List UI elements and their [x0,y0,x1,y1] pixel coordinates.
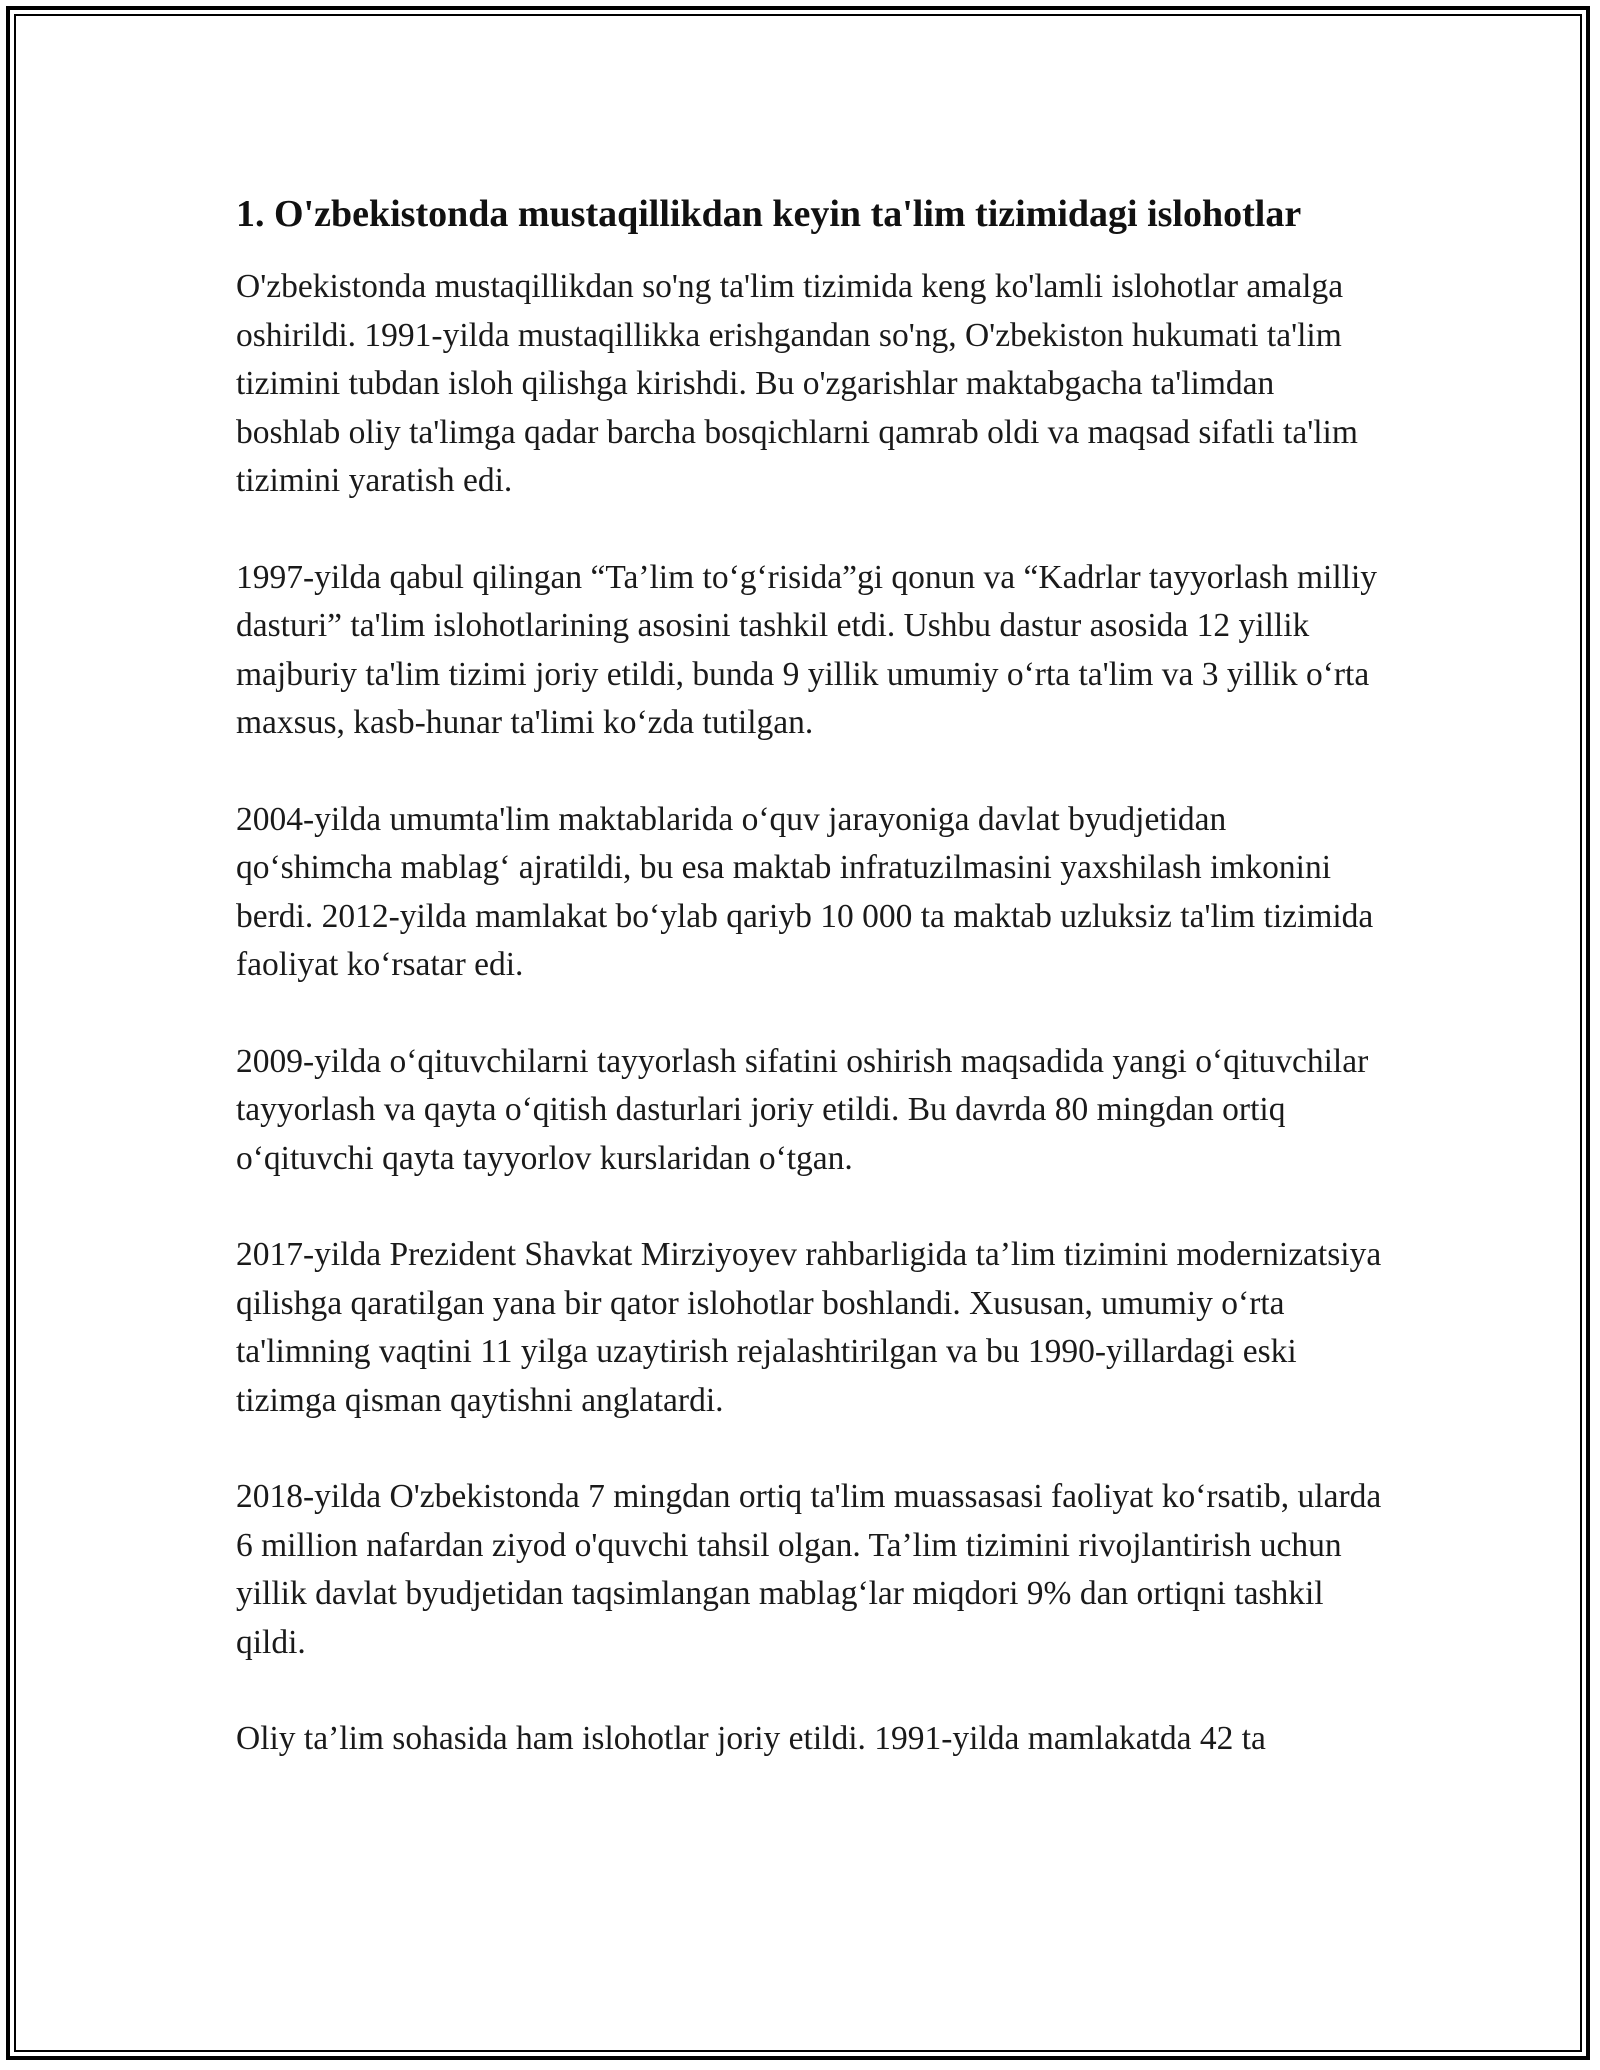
paragraph-higher-education: Oliy ta’lim sohasida ham islohotlar joriy etildi. 1991-yilda mamlakatda 42 ta [236,1720,1266,1757]
paragraph-independence-reforms: O'zbekistonda mustaqillikdan so'ng ta'lim tizimida keng ko'lamli islohotlar amalga oshirildi. 1991-yilda mustaqillikka erishgandan so'ng, O'zbekiston hukumati ta'lim tizimini tubdan isloh qilishga kirishdi. Bu o'zgarishlar maktabgacha ta'limdan boshlab oliy ta'limga qadar barcha bosqichlarni qamrab oldi va maqsad sifatli ta'lim tizimini yaratish edi. [236,268,1358,499]
paragraph-2004-funding: 2004-yilda umumta'lim maktablarida o‘quv jarayoniga davlat byudjetidan qo‘shimcha mablag‘ ajratildi, bu esa maktab infratuzilmasini yaxshilash imkonini berdi. 2012-yilda mamlakat bo‘ylab qariyb 10 000 ta maktab uzluksiz ta'lim tizimida faoliyat ko‘rsatar edi. [236,800,1374,983]
section-heading: 1. O'zbekistonda mustaqillikdan keyin ta'lim tizimidagi islohotlar [236,193,1302,235]
paragraph-2018-statistics: 2018-yilda O'zbekistonda 7 mingdan ortiq ta'lim muassasasi faoliyat ko‘rsatib, ularda 6 million nafardan ziyod o'quvchi tahsil olgan. Ta’lim tizimini rivojlantirish uchun yillik davlat byudjetidan taqsimlangan mablag‘lar miqdori 9% dan ortiqni tashkil qildi. [236,1478,1382,1661]
paragraph-2017-modernization: 2017-yilda Prezident Shavkat Mirziyoyev rahbarligida ta’lim tizimini modernizatsiya qilishga qaratilgan yana bir qator islohotlar boshlandi. Xususan, umumiy o‘rta ta'limning vaqtini 11 yilga uzaytirish rejalashtirilgan va bu 1990-yillardagi eski tizimga qisman qaytishni anglatardi. [236,1236,1382,1419]
document-body [236,187,1386,1812]
paragraph-2009-teachers: 2009-yilda o‘qituvchilarni tayyorlash sifatini oshirish maqsadida yangi o‘qituvchilar tayyorlash va qayta o‘qitish dasturlari joriy etildi. Bu davrda 80 mingdan ortiq o‘qituvchi qayta tayyorlov kurslaridan o‘tgan. [236,1042,1369,1177]
paragraph-1997-law: 1997-yilda qabul qilingan “Ta’lim to‘g‘risida”gi qonun va “Kadrlar tayyorlash milliy dasturi” ta'lim islohotlarining asosini tashkil etdi. Ushbu dastur asosida 12 yillik majburiy ta'lim tizimi joriy etildi, bunda 9 yillik umumiy o‘rta ta'lim va 3 yillik o‘rta maxsus, kasb-hunar ta'limi ko‘zda tutilgan. [236,558,1378,741]
